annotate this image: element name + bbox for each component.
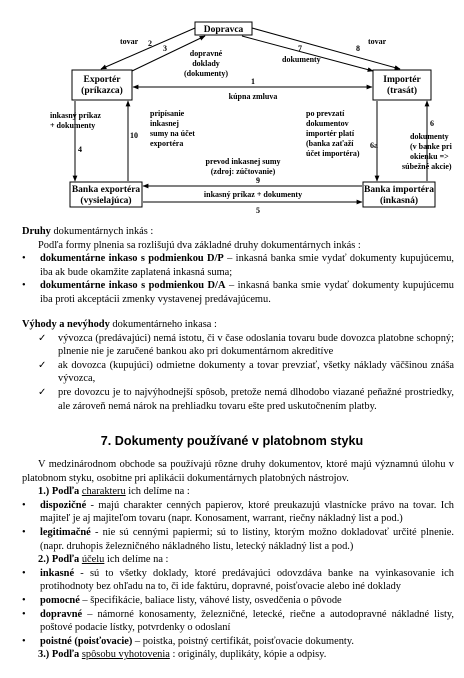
category-charakter: 1.) Podľa charakteru ich delíme na :	[38, 486, 190, 498]
category-vyhotovenie: 3.) Podľa spôsobu vyhotovenia : originály, duplikáty, kópie a odpisy.	[38, 649, 327, 661]
importer-bank-sub: (inkasná)	[379, 196, 419, 206]
list-item: • dokumentárne inkaso s podmienkou D/A – inkasná banka smie vydať dokumenty kupujúcemu iba proti akceptácii zmenky vystavenej predávajúcemu.	[22, 279, 454, 306]
transport-docs-3: (dokumenty)	[183, 69, 229, 78]
list-item: • dopravné – námorné konosamenty, železničné, letecké, riečne a autodopravné nákladné listy, poštové podacie lístky, potvrdenky o odoslaní	[22, 608, 454, 635]
carrier-label: Dopravca	[203, 25, 244, 35]
documentary-collection-diagram	[0, 0, 464, 218]
exporter-bank-label: Banka exportéra	[71, 185, 141, 195]
list-item: ✓ vývozca (predávajúci) nemá istotu, či v čase odoslania tovaru bude dovozca platobne schopný; plnenie nie je zaručené bankou ako pri dokumentárnom akreditíve	[38, 332, 454, 358]
section-heading: 7. Dokumenty používané v platobnom styku	[100, 434, 364, 448]
ucel-list	[22, 567, 454, 649]
importer-bank-label: Banka importéra	[364, 185, 434, 195]
documents-intro: V medzinárodnom obchode sa používajú rôzne druhy dokumentov, ktoré majú významnú úlohu v platobnom styku, osobitne pri aplikácii dokumentárnych platobných nástrojov.	[22, 459, 454, 484]
checkmark-icon: ✓	[38, 386, 47, 398]
step-2: 2	[148, 39, 152, 48]
after-docs-1: po prevzatí	[306, 109, 345, 118]
step-4: 4	[78, 145, 82, 154]
collection-types-title: Druhy dokumentárnych inkás :	[22, 226, 154, 237]
purchase-contract-label: kúpna zmluva	[228, 92, 278, 101]
importer-label: Importér	[383, 75, 421, 85]
docs-right-4: súbežné akcie)	[402, 162, 452, 171]
after-docs-2: dokumentov	[306, 119, 349, 128]
checkmark-icon: ✓	[38, 332, 47, 344]
transfer-1: prevod inkasnej sumy	[205, 157, 281, 166]
charakter-list	[22, 499, 454, 553]
step-6a: 6a	[370, 141, 378, 150]
documents-section	[22, 458, 454, 662]
documents-label-top: dokumenty	[282, 55, 321, 64]
list-item: • dispozičné - majú charakter cenných papierov, ktoré preukazujú vlastnícke právo na tovar. Ich majiteľ je aj majiteľom tovaru (napr. Konosament, warrant, riečny nákladný list a pod.)	[22, 499, 454, 526]
collection-order-left-2: + dokumenty	[50, 121, 96, 130]
step-5: 5	[256, 206, 260, 215]
goods-label-right: tovar	[368, 37, 387, 46]
collection-order-bottom: inkasný príkaz + dokumenty	[203, 190, 303, 199]
collection-types-list	[22, 252, 454, 306]
list-item: • poistné (poisťovacie) – poistka, poistný certifikát, poisťovacie dokumenty.	[22, 635, 454, 649]
step-3: 3	[163, 44, 167, 53]
list-item: • inkasné - sú to všetky doklady, ktoré predávajúci odovzdáva banke na vyinkasovanie ich protihodnoty bez ohľadu na to, či ide faktúru, dopravné, poisťovacie alebo iné doklady	[22, 567, 454, 594]
collection-types-intro: Podľa formy plnenia sa rozlišujú dva základné druhy dokumentárnych inkás :	[38, 239, 361, 251]
step-8: 8	[356, 44, 360, 53]
exporter-bank-sub: (vysielajúca)	[80, 196, 132, 206]
docs-right-3: okienku =>	[410, 152, 449, 161]
checkmark-icon: ✓	[38, 359, 47, 371]
list-item: • pomocné – špecifikácie, baliace listy, váhové listy, osvedčenia o pôvode	[22, 594, 454, 608]
after-docs-4: (banka zaťaží	[306, 139, 354, 148]
list-item: ✓ ak dovozca (kupujúci) odmietne dokumenty a tovar prevziať, všetky náklady väčšinou znáša vývozca,	[38, 359, 454, 385]
step-6: 6	[430, 119, 434, 128]
step-1: 1	[251, 77, 255, 86]
after-docs-3: importér platí	[306, 129, 355, 138]
category-ucel: 2.) Podľa účelu ich delíme na :	[38, 554, 169, 566]
pros-cons-title: Výhody a nevýhody dokumentárneho inkasa :	[22, 319, 217, 330]
step-7: 7	[298, 44, 302, 53]
list-item: • dokumentárne inkaso s podmienkou D/P – inkasná banka smie vydať dokumenty kupujúcemu, iba ak bude okamžite zaplatená inkasná suma;	[22, 252, 454, 279]
collection-order-left-1: inkasný príkaz	[50, 111, 101, 120]
pros-cons-section	[22, 318, 454, 413]
pros-cons-list	[22, 332, 454, 414]
transfer-2: (zdroj: zúčtovanie)	[210, 167, 276, 176]
credit-1: pripísanie	[150, 109, 185, 118]
transport-docs-2: doklady	[192, 59, 220, 68]
credit-3: sumy na účet	[150, 129, 195, 138]
step-10: 10	[130, 131, 138, 140]
after-docs-5: účet importéra)	[306, 149, 360, 158]
list-item: ✓ pre dovozcu je to najvýhodnejší spôsob, pretože nemá dlhodobo viazané peňažné prostriedky, ale zároveň nemá nárok na prehliadku tovaru ešte pred uskutočnením platby.	[38, 386, 454, 412]
credit-2: inkasnej	[150, 119, 179, 128]
exporter-label: Exportér	[83, 75, 121, 85]
list-item: • legitimačné - nie sú cennými papiermi; sú to listiny, ktorým možno dokladovať určité plnenie. (napr. druhopis železničného nákladného listu, letecký nákladný list a pod.)	[22, 526, 454, 553]
docs-right-2: (v banke pri	[410, 142, 452, 151]
credit-4: exportéra	[150, 139, 184, 148]
step-9: 9	[256, 176, 260, 185]
transport-docs-1: dopravné	[189, 49, 223, 58]
collection-types-section	[22, 225, 454, 307]
docs-right-1: dokumenty	[410, 132, 449, 141]
importer-sub: (trasát)	[386, 86, 418, 96]
exporter-sub: (príkazca)	[81, 86, 123, 96]
goods-label-left: tovar	[120, 37, 139, 46]
